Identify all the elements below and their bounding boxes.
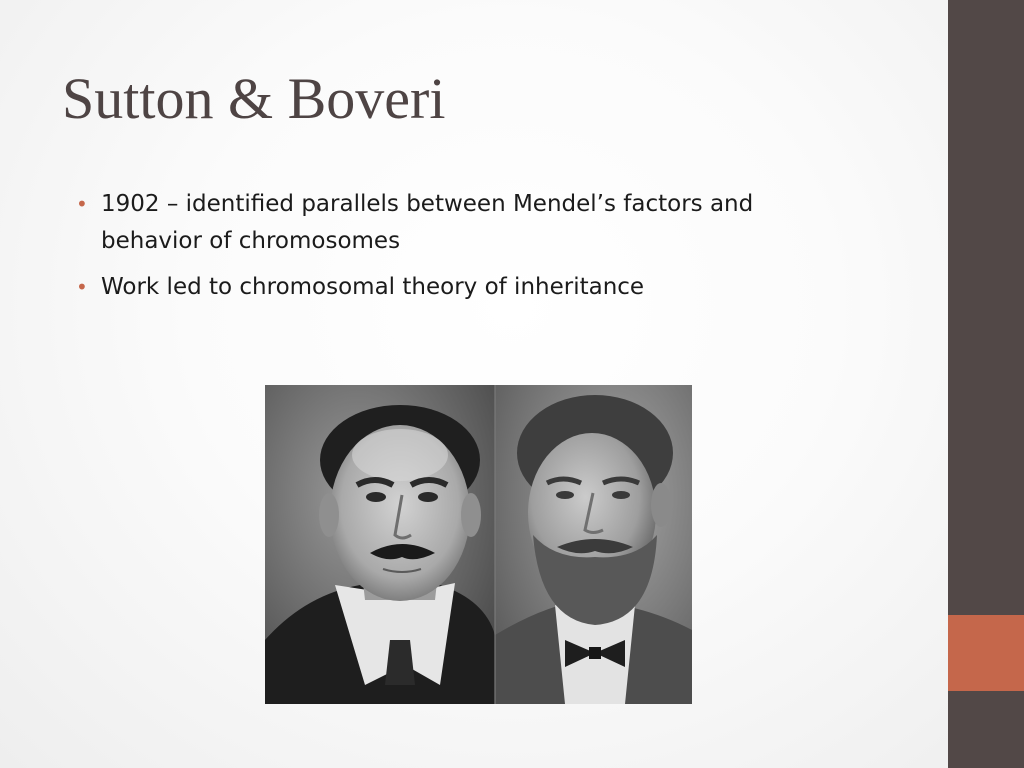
bullet-dot-icon: • [76,192,88,216]
bullet-item-2 [76,269,836,306]
photo-seam [494,385,496,704]
sidebar-accent-block [948,615,1024,691]
portrait-illustration [265,385,692,704]
sutton-portrait [265,385,495,704]
slide-title: Sutton & Boveri [62,66,446,131]
bullet-dot-icon: • [76,275,88,299]
bullet-item-1 [76,186,836,260]
boveri-portrait [495,385,692,704]
bullet-text: 1902 – identified parallels between Mendel’s factors and behavior of chromosomes [101,191,754,254]
portrait-photo [265,385,692,704]
bullet-text: Work led to chromosomal theory of inheritance [101,274,645,300]
bullet-list [76,186,836,315]
